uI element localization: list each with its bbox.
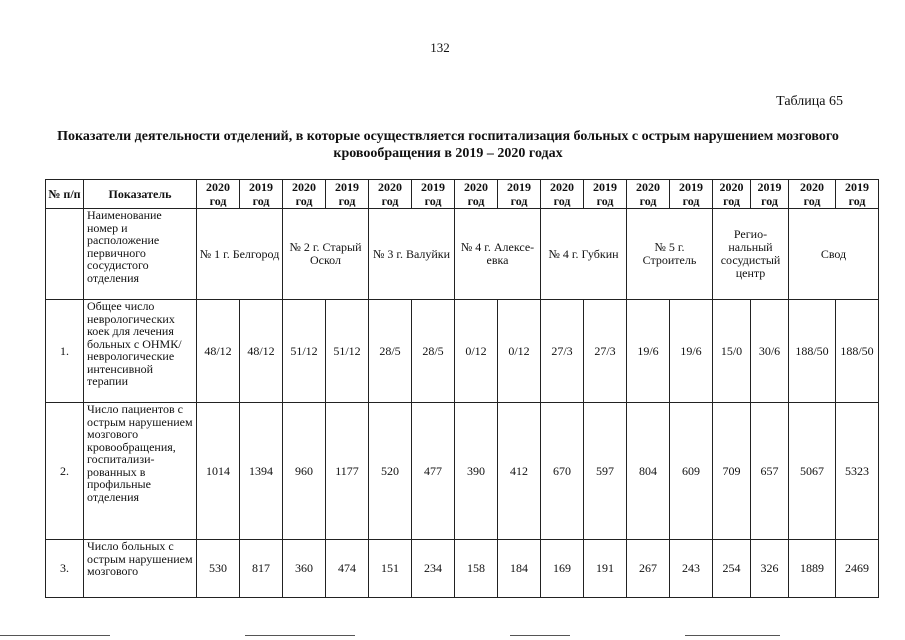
value-cell: 51/12 (326, 300, 369, 403)
value-cell: 0/12 (498, 300, 541, 403)
value-cell: 48/12 (240, 300, 283, 403)
statistics-table (45, 179, 879, 598)
table-row (46, 300, 879, 403)
value-cell: 1394 (240, 403, 283, 540)
header-year: 2019 год (412, 180, 455, 209)
header-year: 2019 год (326, 180, 369, 209)
scan-edge-line (245, 635, 355, 636)
header-year: 2020 год (197, 180, 240, 209)
value-cell: 243 (670, 540, 713, 598)
value-cell: 169 (541, 540, 584, 598)
value-cell: 19/6 (670, 300, 713, 403)
header-year: 2019 год (240, 180, 283, 209)
value-cell: 804 (627, 403, 670, 540)
scan-edge-line (510, 635, 570, 636)
value-cell: 15/0 (713, 300, 751, 403)
value-cell: 670 (541, 403, 584, 540)
row-num: 1. (46, 300, 84, 403)
location-stary-oskol: № 2 г. Старый Оскол (283, 209, 369, 300)
header-year: 2020 год (789, 180, 836, 209)
value-cell: 30/6 (751, 300, 789, 403)
location-belgorod: № 1 г. Белгород (197, 209, 283, 300)
value-cell: 609 (670, 403, 713, 540)
value-cell: 28/5 (369, 300, 412, 403)
value-cell: 27/3 (541, 300, 584, 403)
row-label-cell (84, 540, 197, 598)
value-cell: 477 (412, 403, 455, 540)
value-cell: 709 (713, 403, 751, 540)
value-cell: 254 (713, 540, 751, 598)
value-cell: 326 (751, 540, 789, 598)
location-gubkin: № 4 г. Губкин (541, 209, 627, 300)
header-year: 2020 год (627, 180, 670, 209)
value-cell: 184 (498, 540, 541, 598)
value-cell: 158 (455, 540, 498, 598)
scan-edge-line (685, 635, 780, 636)
scan-edge-line (0, 635, 110, 636)
header-year: 2019 год (670, 180, 713, 209)
locations-row (46, 209, 879, 300)
location-alekseevka: № 4 г. Алексе-евка (455, 209, 541, 300)
table-row (46, 403, 879, 540)
value-cell: 234 (412, 540, 455, 598)
header-year: 2019 год (498, 180, 541, 209)
value-cell: 1889 (789, 540, 836, 598)
value-cell: 5067 (789, 403, 836, 540)
value-cell: 474 (326, 540, 369, 598)
header-indicator: Показатель (84, 180, 197, 209)
row-label: Число больных с острым нарушением мозгового (87, 540, 193, 578)
value-cell: 188/50 (836, 300, 879, 403)
locations-num-cell (46, 209, 84, 300)
location-valuyki: № 3 г. Валуйки (369, 209, 455, 300)
value-cell: 520 (369, 403, 412, 540)
header-year: 2019 год (751, 180, 789, 209)
value-cell: 48/12 (197, 300, 240, 403)
header-year: 2020 год (369, 180, 412, 209)
value-cell: 1177 (326, 403, 369, 540)
header-year: 2020 год (713, 180, 751, 209)
value-cell: 597 (584, 403, 627, 540)
header-year: 2019 год (584, 180, 627, 209)
table-row (46, 540, 879, 598)
value-cell: 5323 (836, 403, 879, 540)
location-summary: Свод (789, 209, 879, 300)
header-year: 2019 год (836, 180, 879, 209)
value-cell: 412 (498, 403, 541, 540)
value-cell: 390 (455, 403, 498, 540)
value-cell: 530 (197, 540, 240, 598)
table-label: Таблица 65 (776, 94, 843, 109)
header-year: 2020 год (541, 180, 584, 209)
value-cell: 27/3 (584, 300, 627, 403)
document-title: Показатели деятельности отделений, в которые осуществляется госпитализация больных с острым нарушением мозгового кровообращения в 2019 – 2020 годах (57, 129, 839, 161)
page-number: 132 (430, 40, 450, 55)
value-cell: 960 (283, 403, 326, 540)
value-cell: 817 (240, 540, 283, 598)
value-cell: 0/12 (455, 300, 498, 403)
row-label: Число пациентов с острым нарушением мозгового кровообращения, госпитализи-рованных в профильные отделения (84, 403, 197, 540)
header-year: 2020 год (455, 180, 498, 209)
row-label: Общее число неврологических коек для лечения больных с ОНМК/ неврологические интенсивной терапии (84, 300, 197, 403)
value-cell: 151 (369, 540, 412, 598)
value-cell: 1014 (197, 403, 240, 540)
row-num: 3. (46, 540, 84, 598)
value-cell: 19/6 (627, 300, 670, 403)
value-cell: 28/5 (412, 300, 455, 403)
value-cell: 188/50 (789, 300, 836, 403)
header-num: № п/п (46, 180, 84, 209)
value-cell: 267 (627, 540, 670, 598)
location-stroitel: № 5 г. Строитель (627, 209, 713, 300)
value-cell: 657 (751, 403, 789, 540)
location-regional-center: Регио-нальный сосудистый центр (713, 209, 789, 300)
value-cell: 51/12 (283, 300, 326, 403)
value-cell: 360 (283, 540, 326, 598)
value-cell: 2469 (836, 540, 879, 598)
value-cell: 191 (584, 540, 627, 598)
table-header-row (46, 180, 879, 209)
locations-label: Наименование номер и расположение первичного сосудистого отделения (84, 209, 197, 300)
header-year: 2020 год (283, 180, 326, 209)
row-num: 2. (46, 403, 84, 540)
